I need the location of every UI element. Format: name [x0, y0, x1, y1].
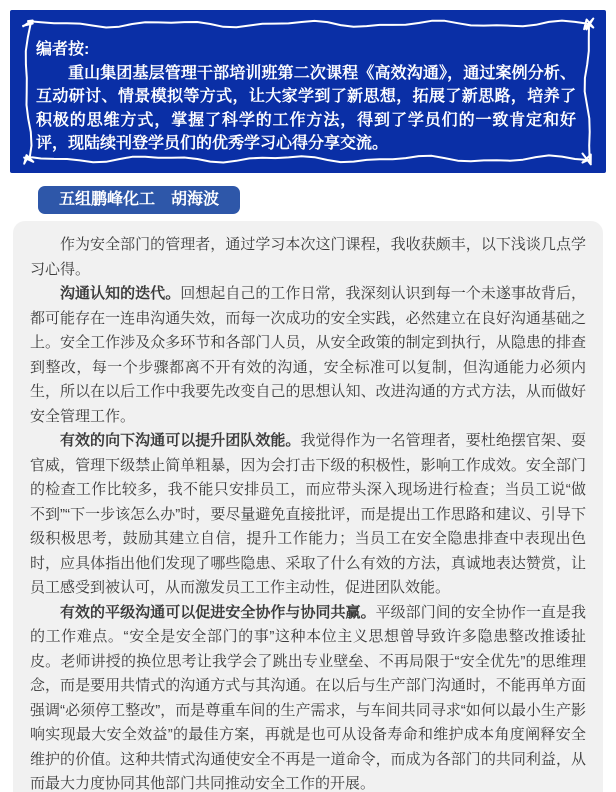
editor-note-content — [36, 38, 576, 156]
article-paragraph — [30, 429, 586, 601]
paragraph-text: 平级部门间的安全协作一直是我的工作难点。“安全是安全部门的事”这种本位主义思想曾导致许多隐患整改推诿扯皮。老师讲授的换位思考让我学会了跳出专业壁垒、不再局限于“安全优先”的思维理念，而是要用共情式的沟通方式与其沟通。在以后与生产部门沟通时，不能再单方面强调“必须停工整改”，而是尊重车间的生产需求，与车间共同寻求“如何以最小生产影响实现最大安全效益”的最佳方案，再就是也可从设备寿命和维护成本角度阐释安全维护的价值。这种共情式沟通使安全不再是一道命令，而成为各部门的共同利益，从而最大力度协同其他部门共同推动安全工作的开展。 — [30, 603, 586, 792]
article-paragraph — [30, 282, 586, 429]
paragraph-text: 回想起自己的工作日常，我深刻认识到每一个未遂事故背后，都可能存在一连串沟通失效，而每一次成功的安全实践，必然建立在良好沟通基础之上。安全工作涉及众多环节和各部门人员，从安全政策的制定到执行，从隐患的排查到整改，每一个步骤都离不开有效的沟通，安全标准可以复制，但沟通能力必须内生，所以在以后工作中我要先改变自己的思想认知、改进沟通的方式方法，从而做好安全管理工作。 — [30, 285, 586, 425]
article-body — [13, 221, 603, 792]
editor-note-box — [10, 10, 606, 173]
editor-note-label: 编者按: — [36, 41, 90, 58]
editor-note-text: 重山集团基层管理干部培训班第二次课程《高效沟通》，通过案例分析、互动研讨、情景模拟等方式，让大家学到了新思想，拓展了新思路，培养了积极的思维方式，掌握了科学的工作方法，得到了学员们的一致肯定和好评，现陆续刊登学员们的优秀学习心得分享交流。 — [36, 64, 576, 152]
paragraph-lead: 沟通认知的迭代。 — [60, 285, 181, 302]
article-paragraph — [30, 601, 586, 792]
article-paragraph — [30, 233, 586, 282]
paragraph-text: 我觉得作为一名管理者，要杜绝摆官架、耍官威，管理下级禁止简单粗暴，因为会打击下级的积极性，影响工作成效。安全部门的检查工作比较多，我不能只安排员工，而应带头深入现场进行检查；当员工说“做不到”“下一步该怎么办”时，要尽量避免直接批评，而是提出工作思路和建议、引导下级积极思考，鼓励其建立自信，提升工作能力；当员工在安全隐患排查中表现出色时，应具体指出他们发现了哪些隐患、采取了什么有效的方法，真诚地表达赞赏，让员工感受到被认可，从而激发员工工作主动性，促进团队效能。 — [30, 432, 586, 596]
author-badge: 五组鹏峰化工 胡海波 — [38, 186, 240, 214]
paragraph-lead: 有效的平级沟通可以促进安全协作与协同共赢。 — [60, 603, 376, 621]
paragraph-lead: 有效的向下沟通可以提升团队效能。 — [60, 432, 301, 449]
paragraph-text: 作为安全部门的管理者，通过学习本次这门课程，我收获颇丰，以下浅谈几点学习心得。 — [30, 236, 586, 278]
